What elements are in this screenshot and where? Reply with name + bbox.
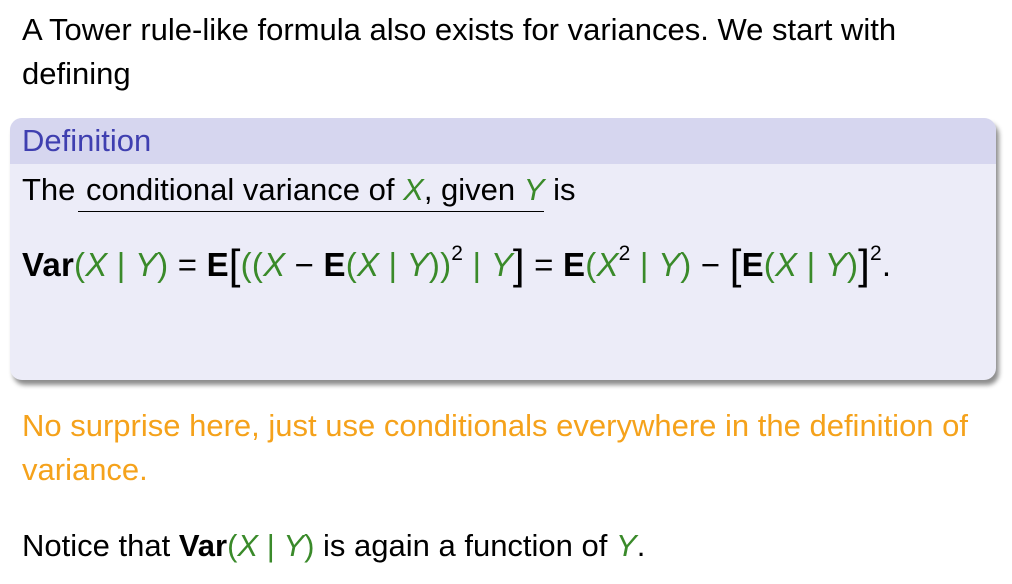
paren: ): [304, 528, 315, 563]
variable-y: Y: [523, 172, 545, 207]
period: .: [881, 246, 892, 283]
intro-text: A Tower rule-like formula also exists for variances. We start with defining: [22, 12, 897, 91]
exponent: 2: [618, 242, 631, 265]
paren: (: [763, 246, 775, 283]
definition-sentence: [22, 168, 996, 212]
variance-formula: [22, 236, 996, 287]
formula-x: X: [237, 528, 259, 563]
sentence-suffix: is: [544, 172, 576, 207]
formula-x: X: [775, 246, 798, 283]
paren: (: [345, 246, 357, 283]
formula-x: X: [356, 246, 380, 283]
note-text: No surprise here, just use conditionals everywhere in the definition of variance.: [22, 408, 969, 487]
bracket: [: [228, 241, 241, 288]
given-bar: |: [258, 528, 284, 563]
given-bar: |: [797, 246, 825, 283]
notice-prefix: Notice that: [22, 528, 179, 563]
formula-y: Y: [134, 246, 158, 283]
paren: (: [74, 246, 86, 283]
paren: ): [157, 246, 169, 283]
formula-y: Y: [824, 246, 847, 283]
expectation-operator: E: [206, 246, 229, 283]
given-bar: |: [107, 246, 135, 283]
paren: ): [680, 246, 692, 283]
minus-sign: −: [285, 246, 324, 283]
bracket: ]: [512, 241, 525, 288]
definition-block: [10, 118, 996, 380]
var-operator: Var: [22, 246, 74, 283]
equals-sign: =: [524, 246, 564, 283]
var-operator: Var: [178, 528, 228, 563]
formula-x: X: [596, 246, 619, 283]
variable-x: X: [403, 172, 424, 207]
given-bar: |: [630, 246, 659, 283]
paren: ): [440, 246, 452, 283]
sentence-prefix: The: [22, 172, 85, 207]
paren: ): [846, 246, 859, 283]
defined-term: [78, 173, 544, 212]
formula-y: Y: [490, 246, 513, 283]
formula-y: Y: [406, 246, 429, 283]
term-text-2: , given: [423, 172, 524, 207]
term-text-1: conditional variance of: [86, 172, 404, 207]
exponent: 2: [451, 242, 464, 265]
notice-sentence: [22, 524, 645, 568]
expectation-operator: E: [741, 246, 764, 283]
exponent: 2: [870, 242, 882, 265]
formula-x: X: [263, 246, 286, 283]
paren: (: [585, 246, 597, 283]
given-bar: |: [463, 246, 491, 283]
given-bar: |: [379, 246, 407, 283]
expectation-operator: E: [323, 246, 346, 283]
notice-suffix: is again a function of: [314, 528, 616, 563]
bracket: [: [729, 241, 742, 288]
formula-y: Y: [658, 246, 681, 283]
formula-y: Y: [283, 528, 305, 563]
variable-y: Y: [616, 528, 637, 563]
minus-sign: −: [691, 246, 730, 283]
paren: ): [428, 246, 441, 283]
paren: (: [240, 246, 252, 283]
equals-sign: =: [168, 246, 207, 283]
paren: (: [227, 528, 238, 563]
period: .: [636, 528, 646, 563]
paren: (: [251, 246, 264, 283]
definition-title: Definition: [10, 118, 996, 164]
definition-body: [10, 168, 996, 287]
expectation-operator: E: [563, 246, 586, 283]
formula-x: X: [85, 246, 108, 283]
bracket: ]: [858, 241, 871, 288]
